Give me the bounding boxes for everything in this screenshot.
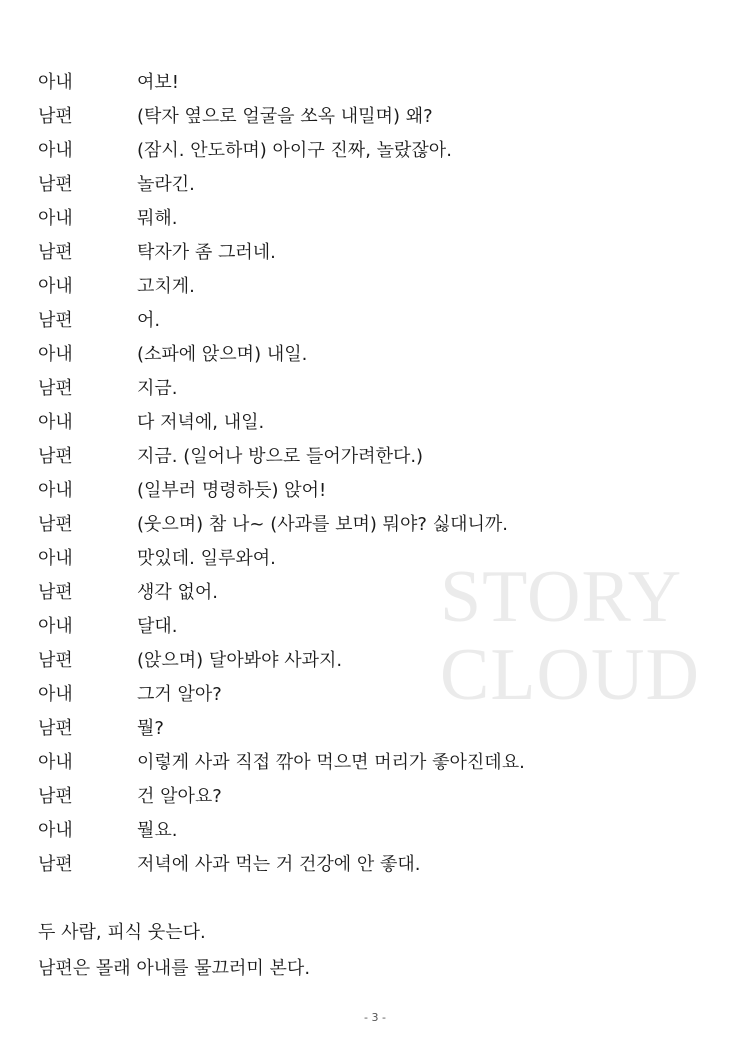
dialogue-line <box>38 744 718 778</box>
speaker-name: 남편 <box>38 650 73 671</box>
speaker-name: 남편 <box>38 310 73 331</box>
speech-text: 이렇게 사과 직접 깎아 먹으면 머리가 좋아진데요. <box>137 752 525 773</box>
dialogue-line <box>38 642 718 676</box>
watermark-line-2: CLOUD <box>440 634 700 716</box>
speech-text: 다 저녁에, 내일. <box>137 412 265 433</box>
dialogue-line <box>38 540 718 574</box>
speech-text: 달대. <box>137 616 178 637</box>
stage-direction: 남편은 몰래 아내를 물끄러미 본다. <box>38 958 311 979</box>
dialogue-line <box>38 846 718 880</box>
speaker-name: 남편 <box>38 582 73 603</box>
dialogue-line <box>38 234 718 268</box>
speaker-name: 아내 <box>38 276 73 297</box>
dialogue-line <box>38 574 718 608</box>
speaker-name: 아내 <box>38 684 73 705</box>
speech-text: 건 알아요? <box>137 786 222 807</box>
watermark-line-1: STORY <box>440 556 683 638</box>
speaker-name: 아내 <box>38 140 73 161</box>
dialogue-line <box>38 302 718 336</box>
speech-text: 여보! <box>137 72 179 93</box>
speaker-name: 남편 <box>38 106 73 127</box>
dialogue-line <box>38 608 718 642</box>
speech-text: 맛있데. 일루와여. <box>137 548 276 569</box>
stage-directions <box>38 913 718 985</box>
dialogue-line <box>38 472 718 506</box>
dialogue-line <box>38 506 718 540</box>
dialogue-line <box>38 370 718 404</box>
speaker-name: 남편 <box>38 514 73 535</box>
speech-text: 고치게. <box>137 276 195 297</box>
speaker-name: 아내 <box>38 616 73 637</box>
speech-text: (잠시. 안도하며) 아이구 진짜, 놀랐잖아. <box>137 140 452 161</box>
dialogue-line <box>38 64 718 98</box>
speech-text: 뭘? <box>137 718 164 739</box>
speech-text: 지금. <box>137 378 178 399</box>
speaker-name: 남편 <box>38 174 73 195</box>
dialogue-line <box>38 268 718 302</box>
dialogue-block <box>38 64 718 880</box>
dialogue-line <box>38 166 718 200</box>
speech-text: 뭐해. <box>137 208 178 229</box>
stage-direction: 두 사람, 피식 웃는다. <box>38 922 206 943</box>
speech-text: 탁자가 좀 그러네. <box>137 242 276 263</box>
speech-text: (일부러 명령하듯) 앉어! <box>137 480 327 501</box>
dialogue-line <box>38 438 718 472</box>
speech-text: 생각 없어. <box>137 582 218 603</box>
speech-text: 저녁에 사과 먹는 거 건강에 안 좋대. <box>137 854 421 875</box>
speech-text: (탁자 옆으로 얼굴을 쏘옥 내밀며) 왜? <box>137 106 433 127</box>
dialogue-line <box>38 98 718 132</box>
speech-text: (웃으며) 참 나~ (사과를 보며) 뭐야? 싫대니까. <box>137 514 508 535</box>
dialogue-line <box>38 404 718 438</box>
speech-text: (앉으며) 달아봐야 사과지. <box>137 650 343 671</box>
speech-text: 그거 알아? <box>137 684 222 705</box>
speaker-name: 아내 <box>38 72 73 93</box>
speaker-name: 아내 <box>38 480 73 501</box>
speech-text: 지금. (일어나 방으로 들어가려한다.) <box>137 446 424 467</box>
speech-text: 놀라긴. <box>137 174 195 195</box>
speaker-name: 남편 <box>38 854 73 875</box>
speaker-name: 남편 <box>38 718 73 739</box>
speaker-name: 남편 <box>38 446 73 467</box>
page-number: - 3 - <box>364 1011 386 1024</box>
dialogue-line <box>38 200 718 234</box>
dialogue-line <box>38 336 718 370</box>
speaker-name: 아내 <box>38 208 73 229</box>
dialogue-line <box>38 132 718 166</box>
speaker-name: 남편 <box>38 786 73 807</box>
speech-text: (소파에 앉으며) 내일. <box>137 344 308 365</box>
speaker-name: 아내 <box>38 820 73 841</box>
dialogue-line <box>38 710 718 744</box>
speaker-name: 아내 <box>38 412 73 433</box>
dialogue-line <box>38 676 718 710</box>
speaker-name: 남편 <box>38 242 73 263</box>
speech-text: 뭘요. <box>137 820 178 841</box>
speaker-name: 아내 <box>38 344 73 365</box>
speaker-name: 아내 <box>38 752 73 773</box>
speech-text: 어. <box>137 310 161 331</box>
speaker-name: 아내 <box>38 548 73 569</box>
speaker-name: 남편 <box>38 378 73 399</box>
dialogue-line <box>38 778 718 812</box>
dialogue-line <box>38 812 718 846</box>
